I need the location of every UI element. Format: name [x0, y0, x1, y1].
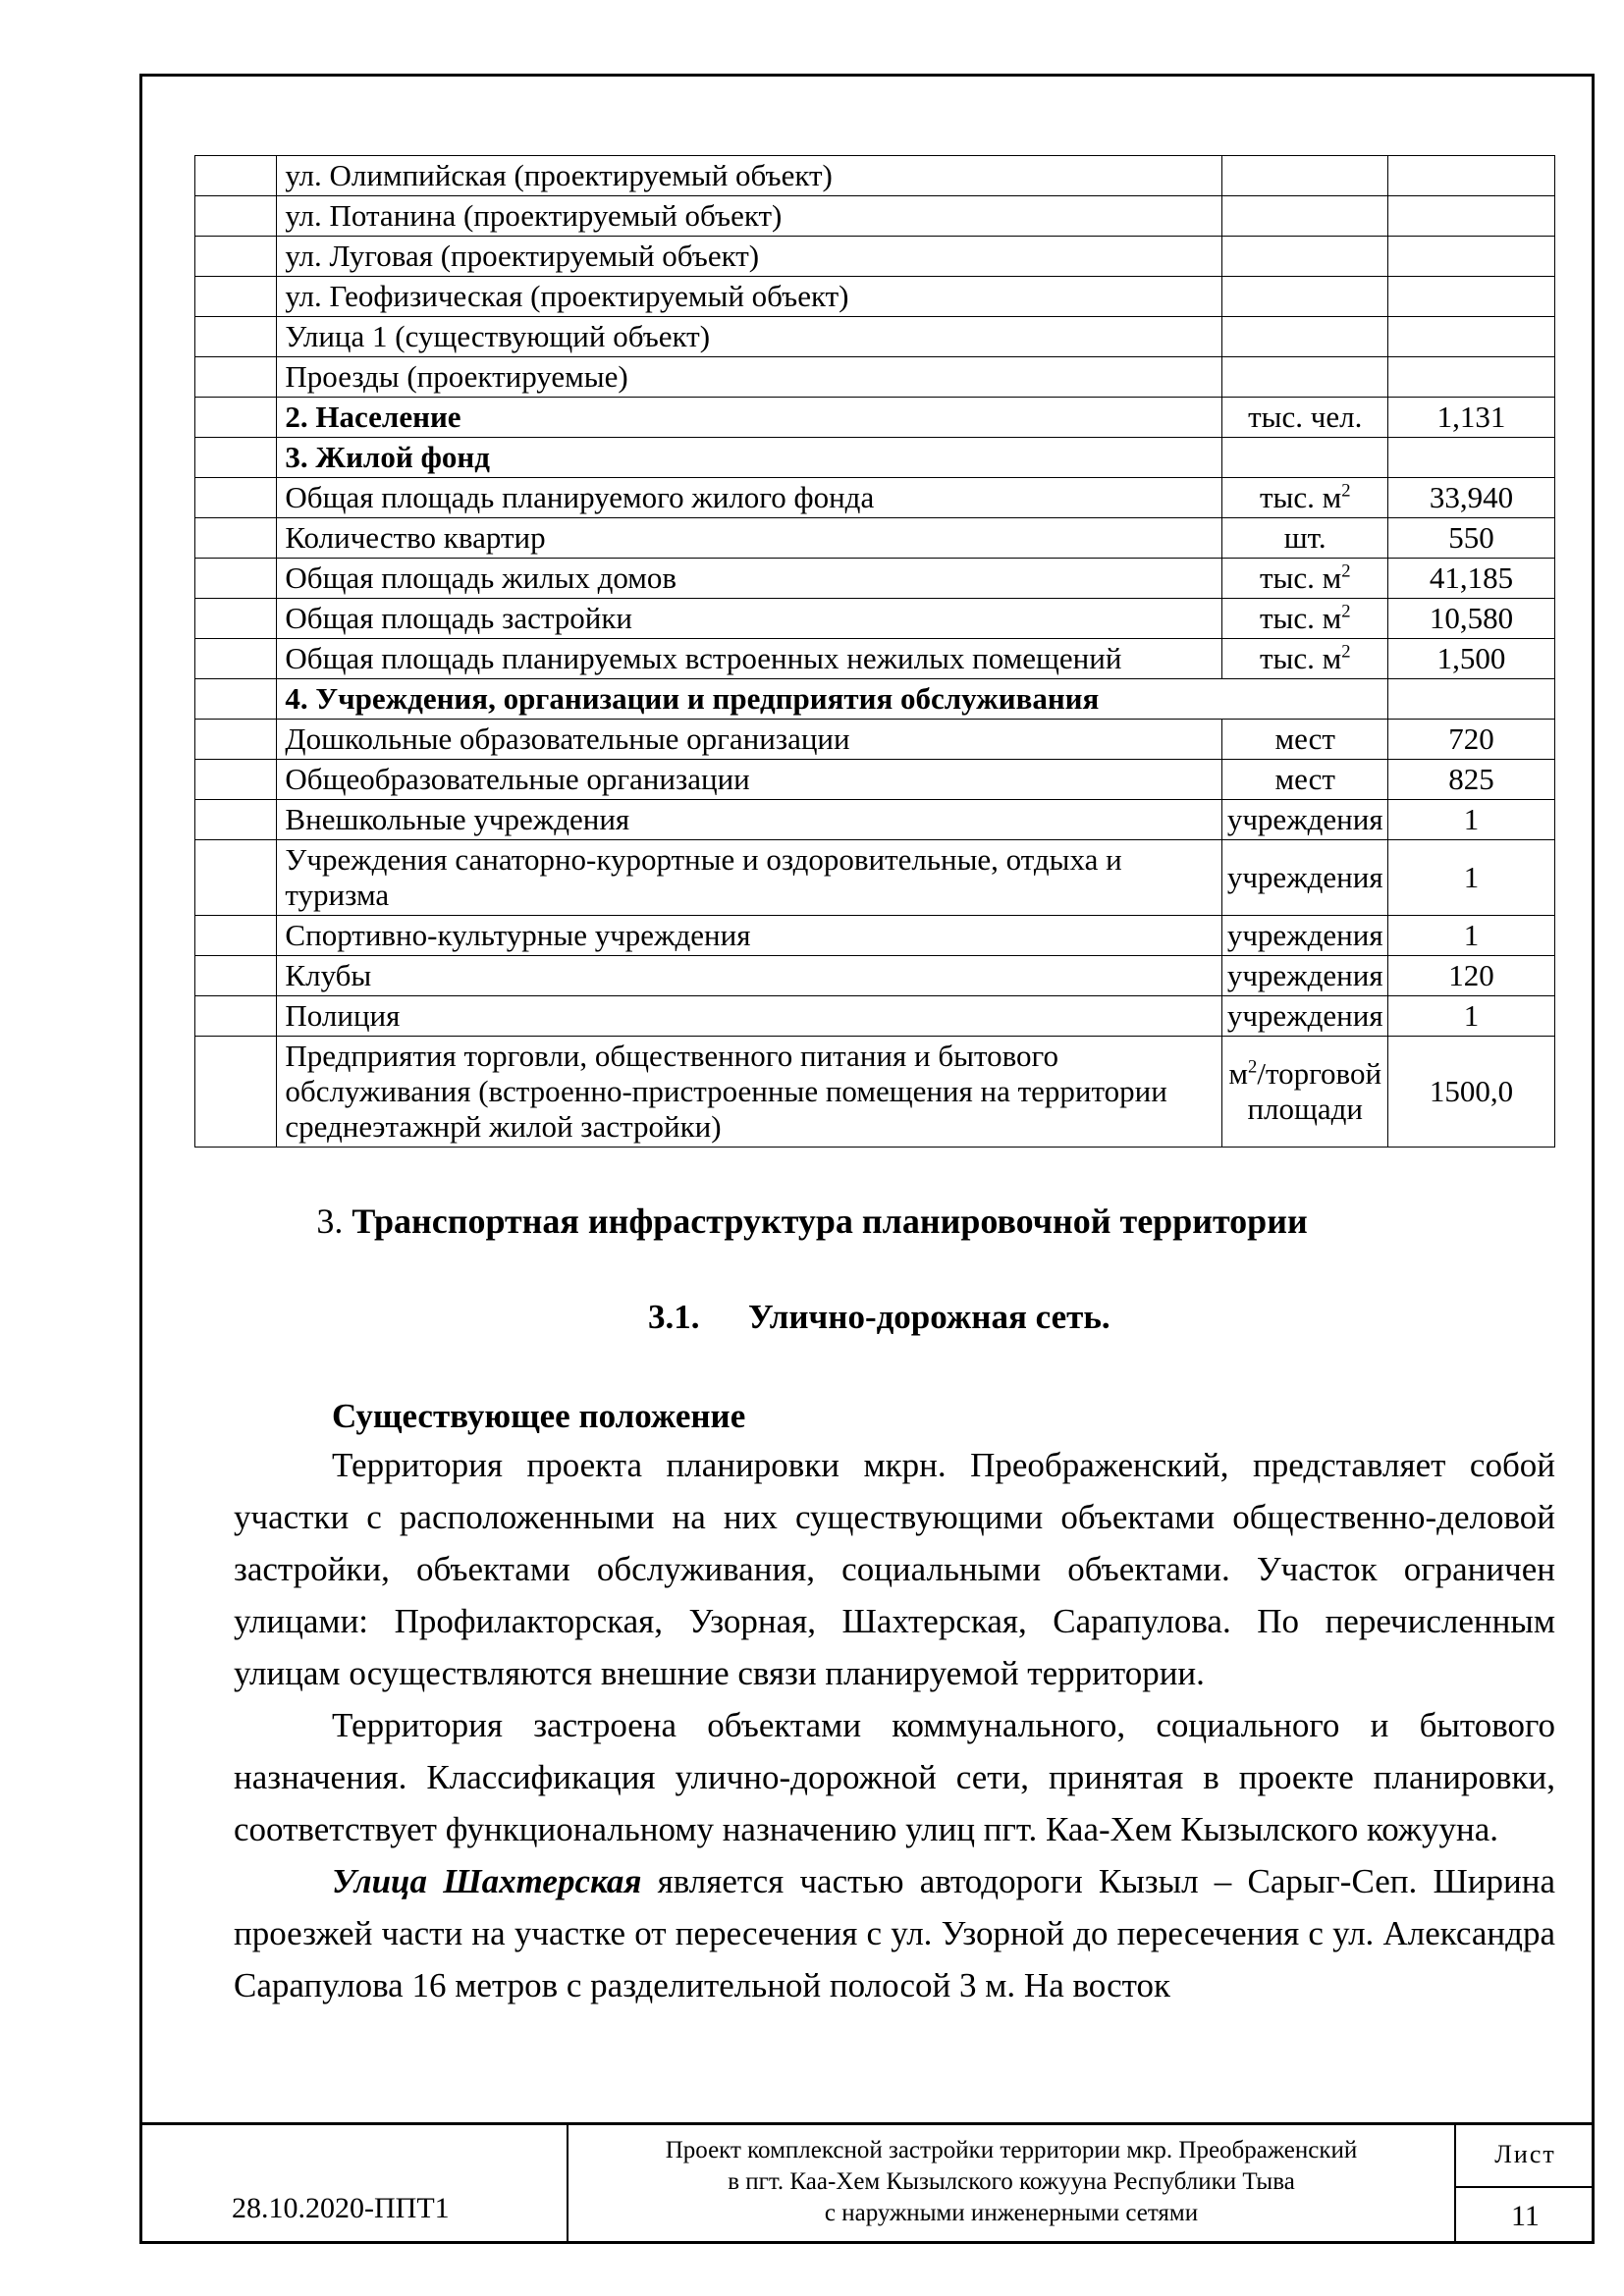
row-name: Количество квартир [277, 518, 1222, 559]
paragraph-2: Территория застроена объектами коммунального, социального и бытового назначения. Классификация улично-дорожной сети, принятая в проекте планировки, соответствует функциональному назначению улиц пгт. Каа-Хем Кызылского кожууна. [234, 1706, 1555, 1848]
project-title-line-1: Проект комплексной застройки территории мкр. Преображенский [665, 2137, 1358, 2163]
row-unit: мест [1222, 720, 1388, 760]
row-name: ул. Геофизическая (проектируемый объект) [277, 277, 1222, 317]
row-name: Дошкольные образовательные организации [277, 720, 1222, 760]
row-name: 3. Жилой фонд [277, 438, 1222, 478]
row-name: Улица 1 (существующий объект) [277, 317, 1222, 357]
row-name: Общая площадь планируемых встроенных нежилых помещений [277, 639, 1222, 679]
row-name: ул. Луговая (проектируемый объект) [277, 237, 1222, 277]
row-unit: учреждения [1222, 800, 1388, 840]
row-name: Общая площадь планируемого жилого фонда [277, 478, 1222, 518]
section-title: Транспортная инфраструктура планировочной территории [352, 1201, 1308, 1241]
document-code-cell [139, 2125, 568, 2244]
document-code: 28.10.2020-ППТ1 [232, 2192, 450, 2224]
row-unit: учреждения [1222, 956, 1388, 996]
title-block [139, 2122, 1595, 2244]
row-name: Предприятия торговли, общественного питания и бытового обслуживания (встроенно-пристроенные помещения на территории среднеэтажнрй жилой застройки) [277, 1037, 1222, 1148]
row-unit: $м^2$/торговой площади [1222, 1037, 1388, 1148]
row-unit: тыс. $м^2$ [1222, 478, 1388, 518]
subheading: Существующее положение [332, 1397, 746, 1435]
row-unit: тыс. чел. [1222, 398, 1388, 438]
sheet-cell [1456, 2125, 1595, 2244]
project-title-cell [568, 2125, 1456, 2244]
row-value: 825 [1388, 760, 1555, 800]
table-row [195, 478, 1555, 518]
row-unit: мест [1222, 760, 1388, 800]
table-row [195, 398, 1555, 438]
row-value: 33,940 [1388, 478, 1555, 518]
section-number: 3. [316, 1201, 344, 1241]
project-title-line-3: с наружными инженерными сетями [824, 2200, 1199, 2226]
table-row [195, 760, 1555, 800]
body-text [234, 1439, 1555, 2011]
row-unit: учреждения [1222, 996, 1388, 1037]
row-value: 1500,0 [1388, 1037, 1555, 1148]
row-name: Общеобразовательные организации [277, 760, 1222, 800]
row-name: Учреждения санаторно-курортные и оздоровительные, отдыха и туризма [277, 840, 1222, 916]
paragraph-3: Улица Шахтерская является частью автодороги Кызыл – Сарыг-Сеп. Ширина проезжей части на участке от пересечения с ул. Узорной до пересечения с ул. Александра Сарапулова 16 метров с разделительной полосой 3 м. На восток [234, 1862, 1555, 2004]
table-row [195, 916, 1555, 956]
street-name: Улица Шахтерская [332, 1862, 642, 1900]
table-row [195, 800, 1555, 840]
row-unit: тыс. $м^2$ [1222, 639, 1388, 679]
row-value: 1,131 [1388, 398, 1555, 438]
sheet-label: Лист [1456, 2125, 1595, 2188]
indicators-table [194, 155, 1555, 1148]
row-name: Полиция [277, 996, 1222, 1037]
row-name: ул. Олимпийская (проектируемый объект) [277, 156, 1222, 196]
subsection-title: Улично-дорожная сеть. [748, 1298, 1110, 1336]
table-row [195, 518, 1555, 559]
table-row [195, 599, 1555, 639]
table-row [195, 720, 1555, 760]
row-name: 4. Учреждения, организации и предприятия обслуживания [277, 679, 1388, 720]
table-row [195, 237, 1555, 277]
row-unit: тыс. $м^2$ [1222, 599, 1388, 639]
sheet-number: 11 [1511, 2200, 1540, 2232]
row-value: 720 [1388, 720, 1555, 760]
row-value: 10,580 [1388, 599, 1555, 639]
table-row [195, 679, 1555, 720]
row-value: 550 [1388, 518, 1555, 559]
table-row [195, 956, 1555, 996]
table-row [195, 277, 1555, 317]
table-row [195, 1037, 1555, 1148]
table-row [195, 438, 1555, 478]
row-value: 1 [1388, 916, 1555, 956]
table-row [195, 156, 1555, 196]
row-unit: шт. [1222, 518, 1388, 559]
row-value: 1,500 [1388, 639, 1555, 679]
subsection-heading [648, 1298, 1110, 1337]
row-unit: учреждения [1222, 916, 1388, 956]
table-row [195, 317, 1555, 357]
subsection-number: 3.1. [648, 1298, 700, 1336]
table-row [195, 996, 1555, 1037]
row-name: Спортивно-культурные учреждения [277, 916, 1222, 956]
table-row [195, 196, 1555, 237]
paragraph-1: Территория проекта планировки мкрн. Преображенский, представляет собой участки с расположенными на них существующими объектами общественно-деловой застройки, объектами обслуживания, социальными объектами. Участок ограничен улицами: Профилакторская, Узорная, Шахтерская, Сарапулова. По перечисленным улицам осуществляются внешние связи планируемой территории. [234, 1446, 1555, 1692]
table-row [195, 357, 1555, 398]
row-value: 1 [1388, 840, 1555, 916]
row-name: Общая площадь застройки [277, 599, 1222, 639]
table-row [195, 639, 1555, 679]
row-unit: тыс. $м^2$ [1222, 559, 1388, 599]
row-name: ул. Потанина (проектируемый объект) [277, 196, 1222, 237]
row-name: Общая площадь жилых домов [277, 559, 1222, 599]
section-heading [0, 1201, 1624, 1242]
row-name: 2. Население [277, 398, 1222, 438]
row-name: Проезды (проектируемые) [277, 357, 1222, 398]
row-unit: учреждения [1222, 840, 1388, 916]
project-title-line-2: в пгт. Каа-Хем Кызылского кожууна Республики Тыва [728, 2168, 1295, 2195]
row-name: Клубы [277, 956, 1222, 996]
row-value: 1 [1388, 800, 1555, 840]
row-value: 41,185 [1388, 559, 1555, 599]
table-row [195, 840, 1555, 916]
table-row [195, 559, 1555, 599]
row-value: 1 [1388, 996, 1555, 1037]
row-value: 120 [1388, 956, 1555, 996]
row-name: Внешкольные учреждения [277, 800, 1222, 840]
